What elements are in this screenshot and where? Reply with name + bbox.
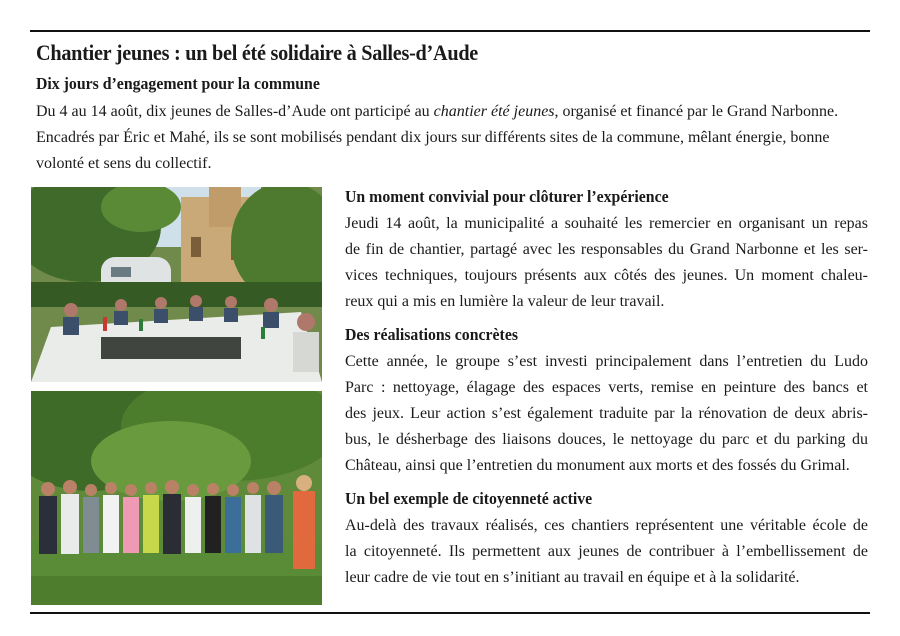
section-paragraph-citoyennete: [345, 513, 868, 591]
article-title: Chantier jeunes : un bel été solidaire à Salles-d’Aude: [36, 40, 479, 65]
intro-line-2: Encadrés par Éric et Mahé, ils se sont mobilisés pendant dix jours sur différents sites de la commune, mêlant énergie, bonne: [36, 129, 830, 146]
section-heading-realisations: Des réalisations concrètes: [345, 325, 518, 344]
section-realisations: [345, 323, 868, 479]
text-line: la citoyenneté. Ils permettent aux jeunes de contribuer à l’embellissement de: [345, 543, 868, 560]
group-photo-image: [31, 391, 322, 605]
section-citoyennete: [345, 487, 868, 591]
text-line: Au-delà des travaux réalisés, ces chantiers représentent une véritable école de: [345, 517, 868, 534]
text-line: Parc : nettoyage, élagage des espaces verts, remise en peinture des bancs et: [345, 379, 868, 396]
top-rule: [30, 30, 870, 32]
text-line: de fin de chantier, partagé avec les responsables du Grand Narbonne et les ser-: [345, 241, 868, 258]
lunch-photo-image: [31, 187, 322, 382]
intro-line-3: volonté et sens du collectif.: [36, 155, 212, 172]
text-line: des jeux. Leur action s’est également traduite par la rénovation de deux abris-: [345, 405, 868, 422]
photo-convivial-lunch: [31, 187, 322, 382]
section-heading-convivial: Un moment convivial pour clôturer l’expérience: [345, 187, 669, 206]
text-line: vices techniques, toujours présents aux côtés des jeunes. Un moment chaleu-: [345, 267, 868, 284]
photo-group-portrait: [31, 391, 322, 605]
bottom-rule: [30, 612, 870, 614]
intro-emphasis: chantier été jeunes: [433, 103, 555, 120]
text-line: Jeudi 14 août, la municipalité a souhaité les remercier en organisant un repas: [345, 215, 868, 232]
intro-paragraph: [36, 99, 868, 177]
text-line: leur cadre de vie tout en s’initiant au travail en équipe et à la solidarité.: [345, 569, 800, 586]
text-line: reux qui a mis en lumière la valeur de leur travail.: [345, 293, 665, 310]
text-line: bus, le désherbage des liaisons douces, le nettoyage du parc et du parking du: [345, 431, 868, 448]
text-line: Château, ainsi que l’entretien du monument aux morts et des fossés du Grimal.: [345, 457, 850, 474]
section-paragraph-convivial: [345, 211, 868, 315]
section-heading-citoyennete: Un bel exemple de citoyenneté active: [345, 489, 593, 508]
text-line: Cette année, le groupe s’est investi principalement dans l’entretien du Ludo: [345, 353, 868, 370]
section-paragraph-realisations: [345, 349, 868, 479]
section-convivial: [345, 185, 868, 315]
intro-line-1: Du 4 au 14 août, dix jeunes de Salles-d’Aude ont participé au chantier été jeunes, organisé et financé par le Grand Narbonne.: [36, 103, 839, 120]
intro-heading: Dix jours d’engagement pour la commune: [36, 74, 320, 93]
